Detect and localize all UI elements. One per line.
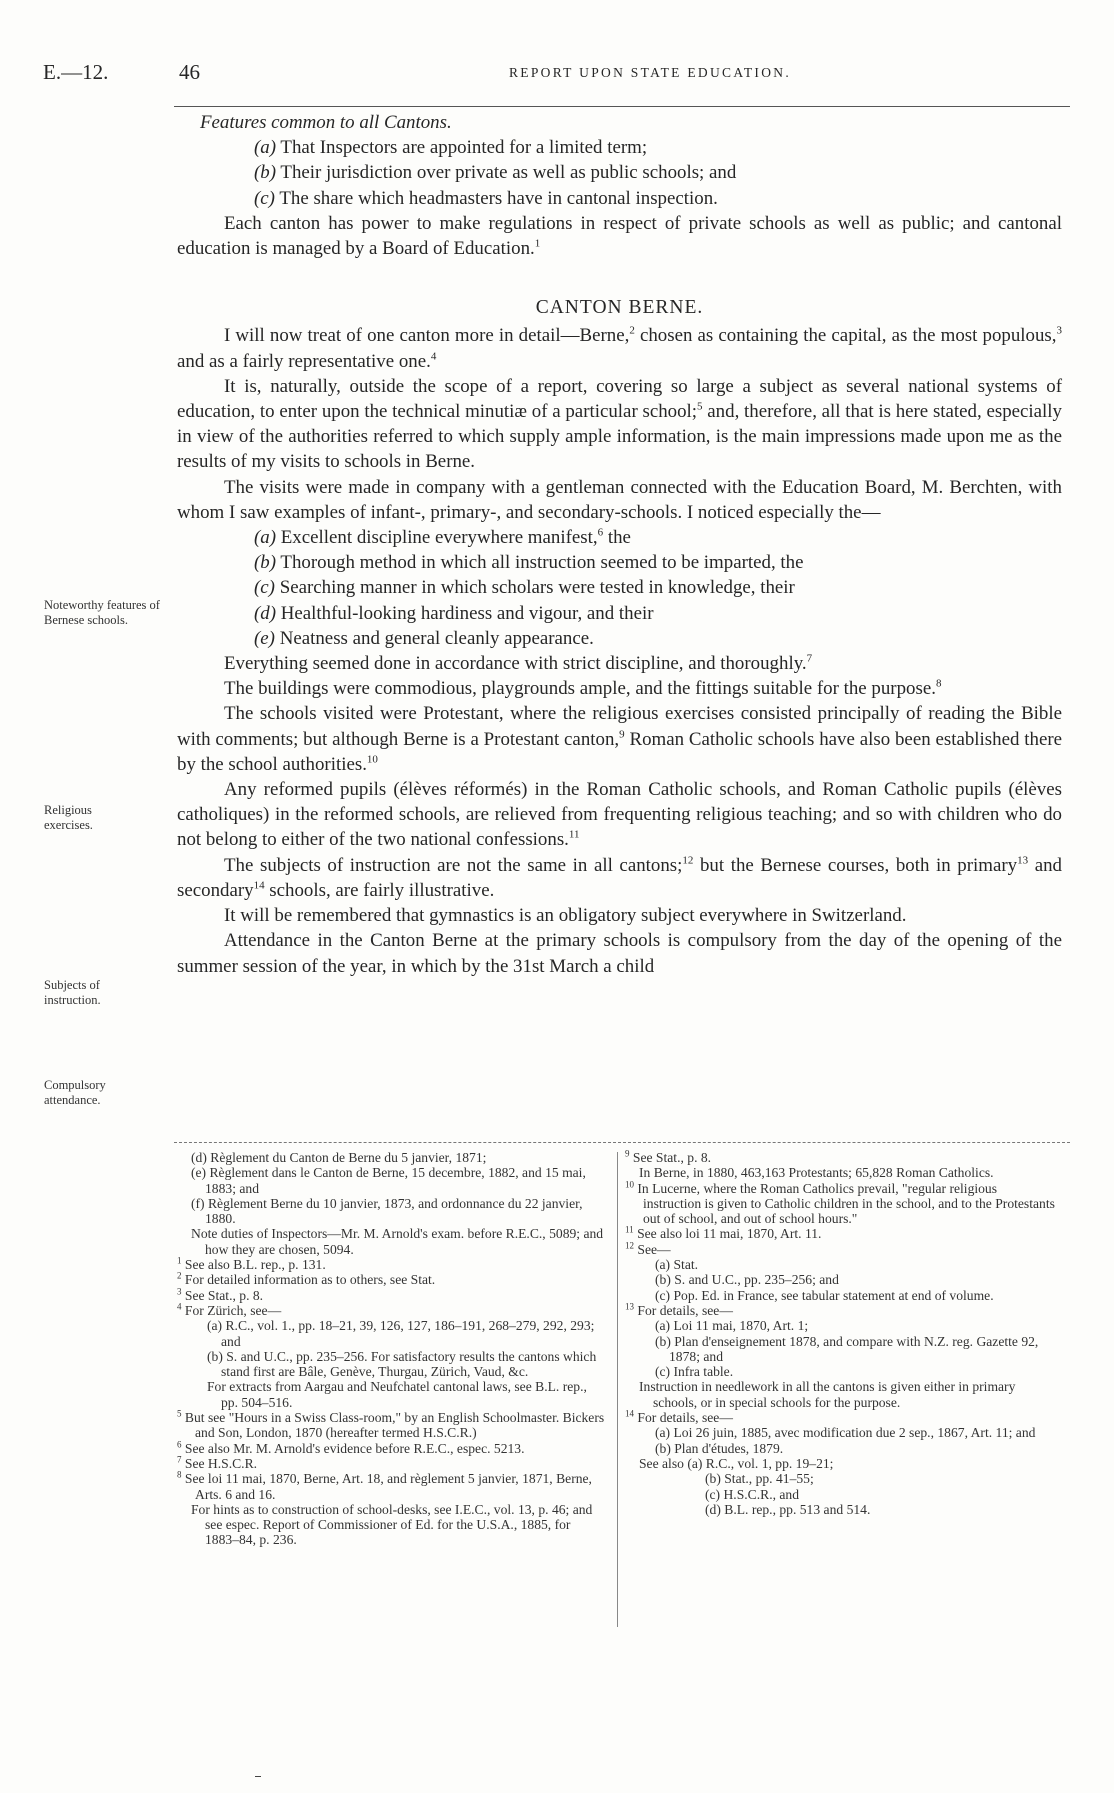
paragraph-religious: The schools visited were Protestant, where the religious exercises consisted principally of reading the Bible with comments; but although Berne is a Protestant canton,$^9$ Roman Catholic schools have also been established there by the school authorities.$^{10}$ [177, 703, 1063, 775]
page-mark [255, 1776, 261, 1780]
footnote-1: $^1$ See also B.L. rep., p. 131. [177, 1255, 326, 1273]
footnote-line: (b) S. and U.C., pp. 235–256. For satisfactory results the cantons which stand first are Bâle, Genève, Thurgau, Zürich, Vaud, &c. [207, 1348, 597, 1380]
footnote-2: $^2$ For detailed information as to others, see Stat. [177, 1270, 436, 1288]
document-reference: E.—12. [43, 60, 109, 84]
footnote-14: $^{14}$ For details, see— [625, 1408, 733, 1426]
footnote-line: Note duties of Inspectors—Mr. M. Arnold's exam. before R.E.C., 5089; and how they are chosen, 5094. [191, 1226, 604, 1257]
notice-item-a: (a) Excellent discipline everywhere manifest,$^6$ the [254, 526, 631, 549]
footnote-13: $^{13}$ For details, see— [625, 1301, 733, 1318]
footnotes-left-column [177, 1150, 607, 1548]
notice-item-d: (d) Healthful-looking hardiness and vigour, and their [254, 602, 654, 624]
notice-item-c: (c) Searching manner in which scholars were tested in knowledge, their [254, 577, 795, 599]
paragraph-pupils: Any reformed pupils (élèves réformés) in the Roman Catholic schools, and Roman Catholic pupils (élèves catholiques) in the reformed schools, are relieved from frequenting religious teaching; and so with children who do not belong to either of the two national confessions.$^{11}$ [177, 779, 1062, 851]
footnote-line: (a) Loi 11 mai, 1870, Art. 1; [655, 1318, 809, 1334]
intro-item-c: (c) The share which headmasters have in cantonal inspection. [254, 187, 718, 209]
paragraph-scope: It is, naturally, outside the scope of a report, covering so large a subject as several national systems of education, to enter upon the technical minutiæ of a particular school;$^5$ and, therefore, all that is here stated, especially in view of the authorities referred to which supply ample information, is the main impressions made upon me as the results of my visits to schools in Berne. [177, 375, 1062, 473]
footnote-12: $^{12}$ See— [625, 1240, 671, 1257]
footnote-line: (b) Plan d'études, 1879. [655, 1440, 784, 1456]
page-number: 46 [179, 60, 200, 84]
footnote-4: $^4$ For Zürich, see— [177, 1301, 282, 1318]
footnote-line: (c) H.S.C.R., and [705, 1486, 800, 1502]
running-title: REPORT UPON STATE EDUCATION. [508, 65, 792, 80]
paragraph-berne-detail: I will now treat of one canton more in detail—Berne,$^2$ chosen as containing the capital, as the most populous,$^3$ and as a fairly representative one.$^4$ [177, 325, 1062, 372]
footnote-line: (c) Pop. Ed. in France, see tabular statement at end of volume. [655, 1287, 994, 1303]
footnote-9: $^9$ See Stat., p. 8. [625, 1148, 712, 1165]
paragraph-attendance: Attendance in the Canton Berne at the primary schools is compulsory from the day of the opening of the summer session of the year, in which by the 31st March a child [177, 930, 1062, 977]
footnote-3: $^3$ See Stat., p. 8. [177, 1286, 264, 1303]
paragraph-buildings: The buildings were commodious, playgrounds ample, and the fittings suitable for the purpose.$^8$ [224, 677, 942, 700]
sidenote-noteworthy: Noteworthy features of Bernese schools. [44, 598, 160, 627]
footnote-column-divider [617, 1152, 618, 1627]
footnote-line: For hints as to construction of school-desks, see I.E.C., vol. 13, p. 46; and see espec. Report of Commissioner of Ed. for the U.S.A., 1885, for 1883–84, p. 236. [191, 1501, 593, 1548]
running-header [0, 60, 1114, 84]
footnote-line: (a) Loi 26 juin, 1885, avec modification due 2 sep., 1867, Art. 11; and [655, 1425, 1036, 1441]
header-rule [174, 106, 1070, 107]
footnote-line: See also (a) R.C., vol. 1, pp. 19–21; [639, 1455, 834, 1471]
section-heading: CANTON BERNE. [535, 297, 704, 319]
footnote-11: $^{11}$ See also loi 11 mai, 1870, Art. 11. [625, 1224, 822, 1242]
sidenote-religious: Religious exercises. [44, 803, 93, 832]
notice-item-e: (e) Neatness and general cleanly appearance. [254, 627, 594, 649]
footnotes-right-column [625, 1150, 1055, 1517]
sidenote-subjects: Subjects of instruction. [44, 978, 101, 1007]
features-heading: Features common to all Cantons. [200, 112, 452, 133]
footnote-line: (c) Infra table. [655, 1364, 734, 1380]
footnote-line: In Berne, in 1880, 463,163 Protestants; 65,828 Roman Catholics. [639, 1165, 994, 1181]
sidenote-compulsory: Compulsory attendance. [44, 1078, 106, 1107]
footnote-line: (a) R.C., vol. 1., pp. 18–21, 39, 126, 127, 186–191, 268–279, 292, 293; and [207, 1318, 595, 1349]
footnote-8: $^8$ See loi 11 mai, 1870, Berne, Art. 18, and règlement 5 janvier, 1871, Berne, Arts. 6 and 16. [177, 1469, 592, 1502]
main-text [177, 110, 1062, 979]
footnote-5: $^5$ But see "Hours in a Swiss Class-room," by an English Schoolmaster. Bickers and Son, London, 1870 (hereafter termed H.S.C.R.) [177, 1408, 605, 1441]
footnote-line: (b) Plan d'enseignement 1878, and compare with N.Z. reg. Gazette 92, 1878; and [655, 1333, 1039, 1364]
footnote-line: For extracts from Aargau and Neufchatel cantonal laws, see B.L. rep., pp. 504–516. [207, 1379, 587, 1410]
footnote-7: $^7$ See H.S.C.R. [177, 1454, 258, 1471]
paragraph-subjects: The subjects of instruction are not the same in all cantons;$^{12}$ but the Bernese courses, both in primary$^{13}$ and secondary$^{14}$ schools, are fairly illustrative. [177, 854, 1062, 901]
footnote-line: (d) Règlement du Canton de Berne du 5 janvier, 1871; [191, 1150, 487, 1165]
footnote-10: $^{10}$ In Lucerne, where the Roman Catholics prevail, "regular religious instruction is given to Catholic children in the school, and to the Protestants out of school, and out of school hours." [625, 1179, 1055, 1227]
intro-paragraph: Each canton has power to make regulations in respect of private schools as well as public; and cantonal education is managed by a Board of Education.$^1$ [177, 212, 1062, 260]
paragraph-visits: The visits were made in company with a gentleman connected with the Education Board, M. Berchten, with whom I saw examples of infant-, primary-, and secondary-schools. I noticed especially the— [177, 476, 1062, 523]
intro-item-b: (b) Their jurisdiction over private as well as public schools; and [254, 162, 737, 184]
intro-item-a: (a) That Inspectors are appointed for a limited term; [254, 137, 648, 159]
footnote-line: (d) B.L. rep., pp. 513 and 514. [705, 1501, 871, 1517]
notice-item-b: (b) Thorough method in which all instruction seemed to be imparted, the [254, 552, 804, 574]
footnote-rule [174, 1142, 1070, 1143]
footnote-line: (b) S. and U.C., pp. 235–256; and [655, 1272, 839, 1288]
footnote-line: (e) Règlement dans le Canton de Berne, 15 decembre, 1882, and 15 mai, 1883; and [191, 1165, 586, 1196]
footnote-line: Instruction in needlework in all the cantons is given either in primary schools, or in special schools for the purpose. [639, 1379, 1016, 1410]
footnote-line: (a) Stat. [655, 1257, 699, 1273]
footnote-6: $^6$ See also Mr. M. Arnold's evidence before R.E.C., espec. 5213. [177, 1439, 525, 1456]
footnote-line: (f) Règlement Berne du 10 janvier, 1873, and ordonnance du 22 janvier, 1880. [191, 1195, 583, 1227]
paragraph-gymnastics: It will be remembered that gymnastics is an obligatory subject everywhere in Switzerland. [224, 905, 907, 927]
footnote-line: (b) Stat., pp. 41–55; [705, 1471, 814, 1487]
paragraph-discipline: Everything seemed done in accordance with strict discipline, and thoroughly.$^7$ [224, 652, 813, 675]
